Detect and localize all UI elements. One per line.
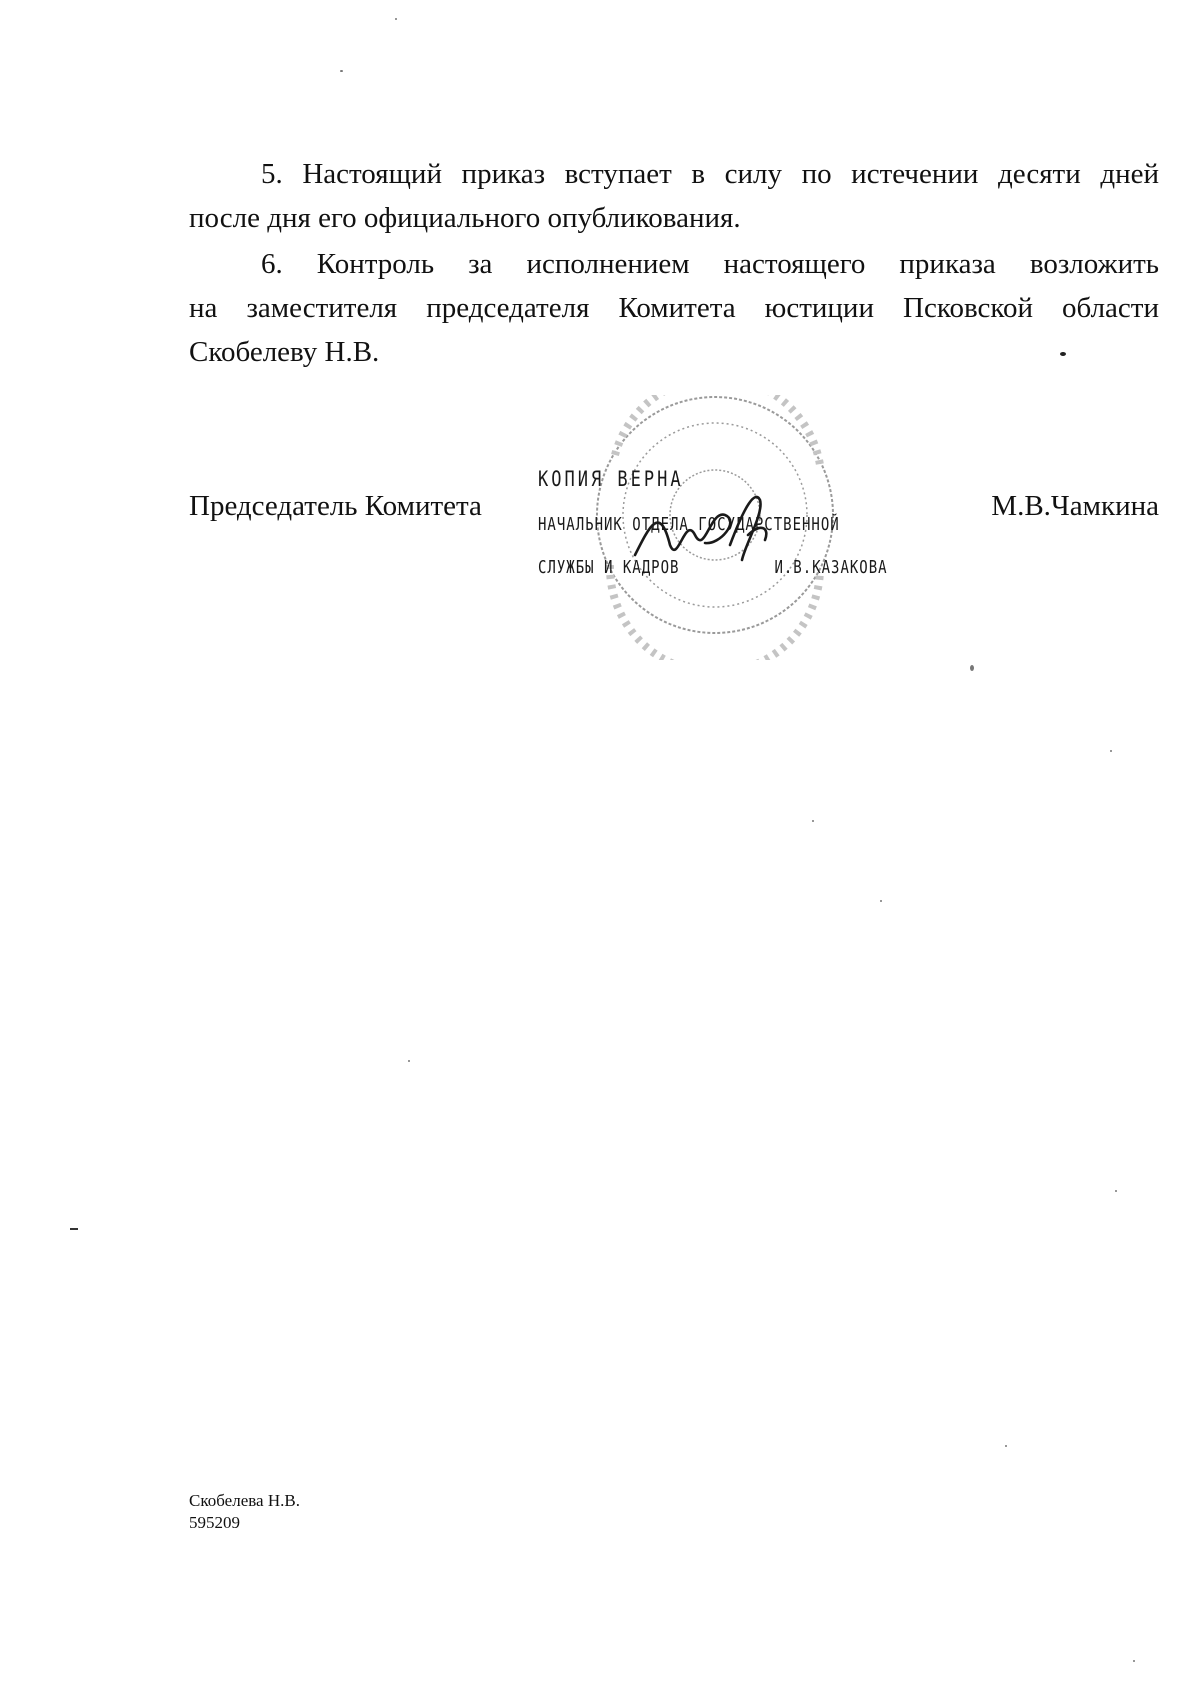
paragraph-item-5 [189, 152, 1159, 240]
scan-speck [1133, 1660, 1135, 1662]
item-6-line-3: Скобелеву Н.В. [189, 336, 380, 368]
item-6-line-2: на заместителя председателя Комитета юстиции Псковской области [189, 292, 1159, 324]
paragraph-item-6 [189, 242, 1159, 374]
item-5-line-2: после дня его официального опубликования. [189, 202, 741, 234]
signatory-role: Председатель Комитета [189, 490, 482, 522]
scan-speck [70, 1228, 78, 1230]
certifier-department: СЛУЖБЫ И КАДРОВ [538, 558, 680, 578]
scan-speck [1115, 1190, 1117, 1192]
certifier-position-cont [538, 558, 888, 578]
scan-speck [408, 1060, 410, 1062]
scan-speck [1110, 750, 1112, 752]
executor-block [189, 1490, 300, 1534]
executor-name: Скобелева Н.В. [189, 1491, 300, 1510]
scan-speck [1060, 352, 1066, 356]
certification-stamp-block [520, 395, 940, 660]
executor-phone: 595209 [189, 1513, 240, 1532]
scan-speck [1005, 1445, 1007, 1447]
item-5-line-1: 5. Настоящий приказ вступает в силу по истечении десяти дней [261, 158, 1159, 190]
certified-copy-label: КОПИЯ ВЕРНА [538, 467, 684, 492]
signatory-name: М.В.Чамкина [991, 490, 1159, 522]
scan-speck [812, 820, 814, 822]
item-6-line-1: 6. Контроль за исполнением настоящего приказа возложить [261, 248, 1159, 280]
scan-speck [340, 70, 343, 72]
scan-speck [395, 18, 397, 20]
certifier-position: НАЧАЛЬНИК ОТДЕЛА ГОСУДАРСТВЕННОЙ [538, 515, 840, 535]
scan-speck [880, 900, 882, 902]
certifier-name: И.В.КАЗАКОВА [774, 558, 888, 578]
scan-speck [970, 665, 974, 671]
